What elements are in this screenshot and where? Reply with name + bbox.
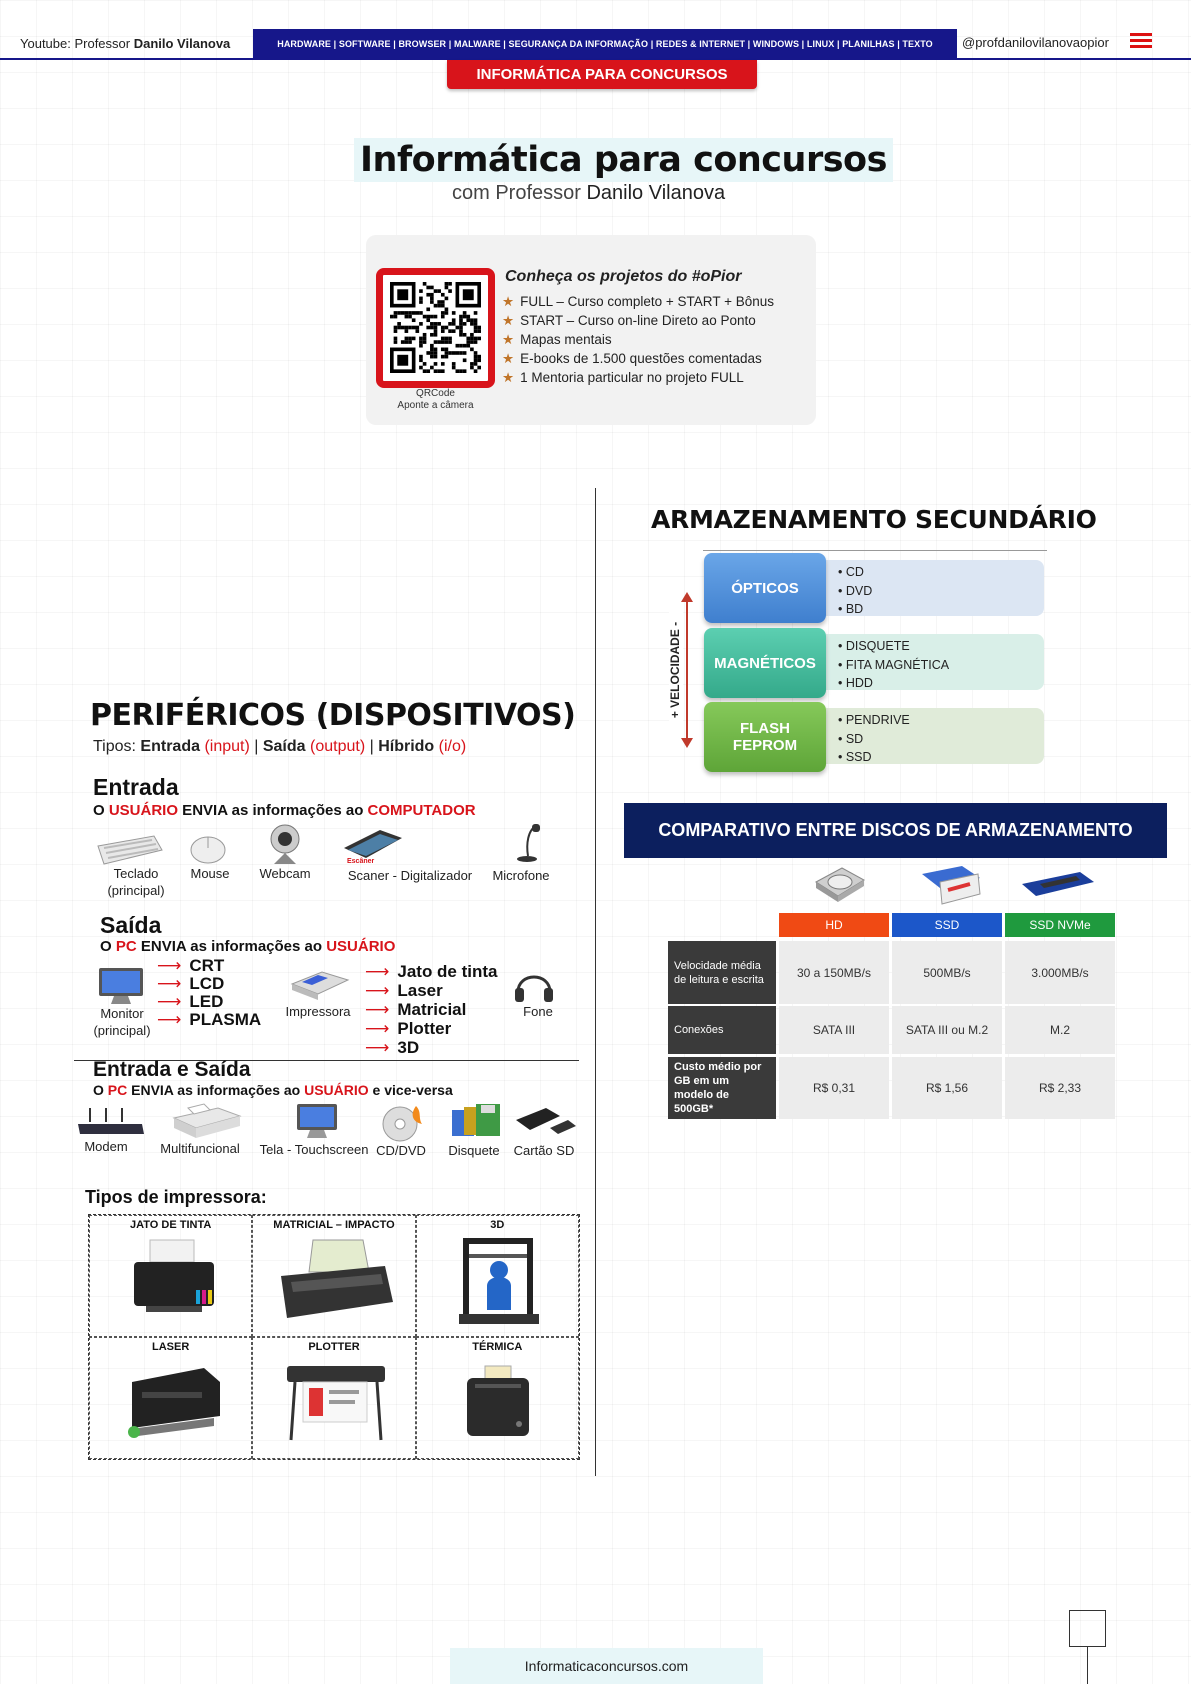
3d-printer-icon: [457, 1236, 545, 1328]
printer-cell-thermal: TÉRMICA: [416, 1337, 579, 1459]
multifunctional-printer-icon: [168, 1102, 244, 1140]
qr-caption-hint: Aponte a câmera: [397, 400, 474, 411]
mouse-icon: [188, 832, 228, 866]
project-item: ★ Mapas mentais: [502, 332, 612, 347]
dot-matrix-printer-icon: [273, 1236, 397, 1326]
device-label: Teclado: [113, 866, 159, 881]
device-label-note: (principal): [107, 883, 165, 898]
magnetic-box: MAGNÉTICOS: [704, 628, 826, 698]
input-output-heading: Entrada e Saída: [93, 1058, 251, 1081]
column-header-ssd-nvme: SSD NVMe: [1005, 913, 1115, 937]
microphone-icon: [510, 822, 544, 864]
page-title: Informática para concursos: [354, 138, 893, 182]
input-heading: Entrada: [93, 774, 179, 800]
column-divider: [595, 488, 596, 1476]
project-item: ★ E-books de 1.500 questões comentadas: [502, 351, 762, 366]
ssd-nvme-icon: [1020, 870, 1096, 900]
table-cell: R$ 0,31: [779, 1057, 889, 1119]
sd-card-icon: [512, 1102, 580, 1142]
device-label: Modem: [84, 1139, 128, 1154]
footer-site-link[interactable]: Informaticaconcursos.com: [524, 1658, 689, 1674]
hamburger-menu-icon[interactable]: [1130, 33, 1152, 51]
optical-box: ÓPTICOS: [704, 553, 826, 623]
table-cell: 500MB/s: [892, 941, 1002, 1004]
monitor-type: ⟶ LED: [157, 992, 224, 1011]
monitor-type: ⟶ PLASMA: [157, 1010, 262, 1029]
printer-cell-dot-matrix: MATRICIAL – IMPACTO: [252, 1215, 415, 1337]
row-label-cost: Custo médio por GB em um modelo de 500GB*: [668, 1057, 776, 1119]
magnetic-list: • DISQUETE • FITA MAGNÉTICA • HDD: [826, 634, 1044, 690]
project-item: ★ START – Curso on-line Direto ao Ponto: [502, 313, 756, 328]
device-label: Scaner - Digitalizador: [347, 868, 473, 883]
table-cell: 30 a 150MB/s: [779, 941, 889, 1004]
secondary-storage-title: ARMAZENAMENTO SECUNDÁRIO: [651, 505, 1097, 534]
printer-cell-laser: LASER: [89, 1337, 252, 1459]
youtube-credit: Youtube: Professor Danilo Vilanova: [20, 36, 231, 51]
monitor-type: ⟶ LCD: [157, 974, 225, 993]
table-cell: 3.000MB/s: [1005, 941, 1115, 1004]
star-icon: ★: [502, 313, 515, 328]
disk-comparison-title: COMPARATIVO ENTRE DISCOS DE ARMAZENAMENTO: [624, 803, 1167, 858]
topics-nav-bar: HARDWARE | SOFTWARE | BROWSER | MALWARE | SEGURANÇA DA INFORMAÇÃO | REDES & INTERNET | WINDOWS | LINUX | PLANILHAS | TEXTO: [253, 29, 957, 59]
headphones-icon: [512, 964, 556, 1004]
hard-disk-icon: [812, 862, 868, 908]
monitor-icon: [96, 966, 146, 1008]
printer-cell-3d: 3D: [416, 1215, 579, 1337]
star-icon: ★: [502, 351, 515, 366]
star-icon: ★: [502, 294, 515, 309]
table-cell: R$ 2,33: [1005, 1057, 1115, 1119]
output-heading: Saída: [100, 912, 162, 938]
device-label: Fone: [523, 1004, 553, 1019]
input-output-subheading: O PC ENVIA as informações ao USUÁRIO e vice-versa: [93, 1082, 453, 1098]
webcam-icon: [262, 822, 308, 866]
device-label-note: (principal): [93, 1023, 151, 1038]
page-marker-line: [1087, 1647, 1088, 1684]
peripherals-types: Tipos: Entrada (input) | Saída (output) | Híbrido (i/o): [93, 738, 467, 755]
table-cell: SATA III: [779, 1006, 889, 1054]
keyboard-icon: [94, 832, 164, 868]
table-cell: R$ 1,56: [892, 1057, 1002, 1119]
printer-cell-inkjet: JATO DE TINTA: [89, 1215, 252, 1337]
scanner-tag: Escâner: [347, 858, 375, 865]
star-icon: ★: [502, 332, 515, 347]
page-marker: [1069, 1610, 1106, 1647]
printer-types-table: [88, 1214, 580, 1460]
monitor-type: ⟶ CRT: [157, 956, 225, 975]
printer-type: ⟶ Plotter: [365, 1019, 452, 1038]
flash-list: • PENDRIVE • SD • SSD: [826, 708, 1044, 764]
printer-types-title: Tipos de impressora:: [85, 1187, 267, 1207]
device-label: Webcam: [259, 866, 311, 881]
column-header-hd: HD: [779, 913, 889, 937]
device-label: Cartão SD: [513, 1143, 575, 1158]
device-label: Monitor: [100, 1006, 144, 1021]
table-cell: SATA III ou M.2: [892, 1006, 1002, 1054]
input-subheading: O USUÁRIO ENVIA as informações ao COMPUTADOR: [93, 802, 476, 819]
instagram-handle: @profdanilovilanovaopior: [962, 35, 1109, 50]
projects-heading: Conheça os projetos do #oPior: [505, 268, 742, 285]
speed-axis-label: + VELOCIDADE -: [668, 621, 683, 719]
project-item: ★ 1 Mentoria particular no projeto FULL: [502, 370, 744, 385]
device-label: Tela - Touchscreen: [259, 1142, 369, 1157]
thermal-printer-icon: [463, 1364, 533, 1440]
star-icon: ★: [502, 370, 515, 385]
plotter-icon: [283, 1360, 389, 1444]
printer-type: ⟶ Matricial: [365, 1000, 467, 1019]
row-label-connections: Conexões: [668, 1006, 776, 1054]
printer-cell-plotter: PLOTTER: [252, 1337, 415, 1459]
device-label: Mouse: [190, 866, 230, 881]
output-subheading: O PC ENVIA as informações ao USUÁRIO: [100, 938, 396, 955]
inkjet-printer-icon: [126, 1236, 222, 1324]
header-badge: INFORMÁTICA PARA CONCURSOS: [447, 60, 757, 89]
printer-type: ⟶ Laser: [365, 981, 443, 1000]
floppy-disk-icon: [450, 1102, 504, 1142]
qr-caption: QRCode: [416, 388, 455, 399]
youtube-name: Danilo Vilanova: [133, 36, 231, 51]
device-label: CD/DVD: [376, 1143, 426, 1158]
page-subtitle: com Professor Danilo Vilanova: [452, 182, 726, 204]
laser-printer-icon: [124, 1362, 224, 1440]
cd-dvd-icon: [378, 1102, 430, 1142]
table-cell: M.2: [1005, 1006, 1115, 1054]
qr-code-icon[interactable]: [390, 282, 481, 373]
scanner-icon: [340, 826, 404, 862]
optical-list: • CD • DVD • BD: [826, 560, 1044, 616]
device-label: Impressora: [285, 1004, 351, 1019]
device-label: Multifuncional: [160, 1141, 240, 1156]
printer-type: ⟶ 3D: [365, 1038, 420, 1057]
modem-icon: [76, 1106, 146, 1138]
flash-box: FLASH FEPROM: [704, 702, 826, 772]
row-label-speed: Velocidade média de leitura e escrita: [668, 941, 776, 1004]
device-label: Microfone: [492, 868, 550, 883]
column-header-ssd: SSD: [892, 913, 1002, 937]
touchscreen-icon: [294, 1102, 340, 1140]
device-label: Disquete: [448, 1143, 500, 1158]
peripherals-title: PERIFÉRICOS (DISPOSITIVOS): [90, 698, 576, 733]
printer-type: ⟶ Jato de tinta: [365, 962, 498, 981]
project-item: ★ FULL – Curso completo + START + Bônus: [502, 294, 774, 309]
printer-icon: [288, 964, 352, 1002]
storage-separator: [703, 550, 1047, 551]
ssd-icon: [918, 864, 984, 906]
